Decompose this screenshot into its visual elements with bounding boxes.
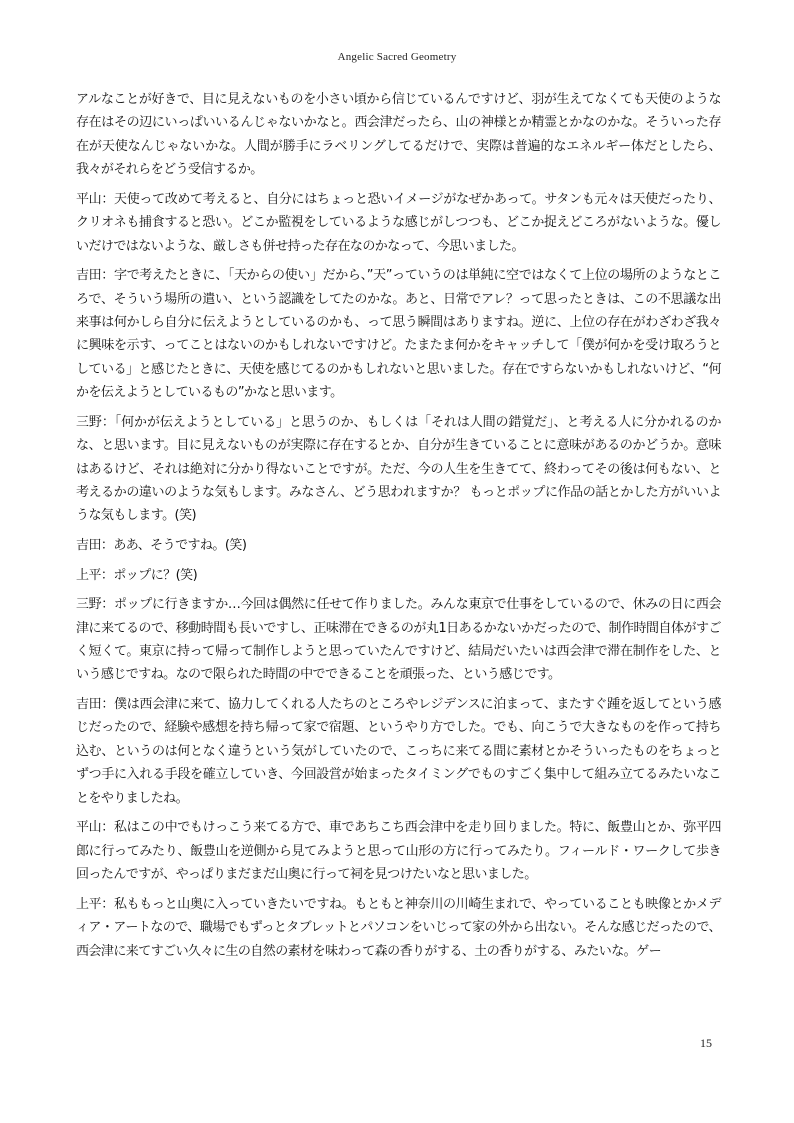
- paragraph: 平山：天使って改めて考えると、自分にはちょっと恐いイメージがなぜかあって。サタンも元々は天使だったり、クリオネも捕食すると恐い。どこか監視をしているような感じがしつつも、どこか捉えどころがないような。優しいだけではないような、厳しさも併せ持った存在なのかなって、今思いました。: [76, 191, 721, 254]
- paragraph: 吉田：字で考えたときに、「天からの使い」だから、”天”っていうのは単純に空ではなくて上位の場所のようなところで、そういう場所の遣い、という認識をしてたのかな。あと、日常でアレ？って思ったときは、この不思議な出来事は何かしら自分に伝えようとしているのかも、って思う瞬間はありますね。逆に、上位の存在がわざわざ我々に興味を示す、ってことはないのかもしれないですけど。たまたま何かをキャッチして「僕が何かを受け取ろうとしている」と感じたときに、天使を感じてるのかもしれないと思いました。存在ですらないかもしれないけど、“何かを伝えようとしているもの”かなと思います。: [76, 268, 721, 401]
- paragraph: 上平：私ももっと山奥に入っていきたいですね。もともと神奈川の川崎生まれで、やっていることも映像とかメディア・アートなので、職場でもずっとタブレットとパソコンをいじって家の外から出ない。そんな感じだったので、西会津に来てすごい久々に生の自然の素材を味わって森の香りがする、土の香りがする、みたいな。ゲー: [76, 896, 721, 959]
- paragraph: 吉田：ああ、そうですね。(笑): [76, 538, 247, 554]
- paragraph: 三野：ポップに行きますか…今回は偶然に任せて作りました。みんな東京で仕事をしているので、休みの日に西会津に来てるので、移動時間も長いですし、正味滞在できるのが丸1日あるかないかだったので、制作時間自体がすごく短くて。東京に持って帰って制作しようと思っていたんですけど、結局だいたいは西会津で滞在制作をした、という感じですね。なので限られた時間の中でできることを頑張った、という感じです。: [76, 597, 721, 683]
- paragraph: アルなことが好きで、目に見えないものを小さい頃から信じているんですけど、羽が生えてなくても天使のような存在はその辺にいっぱいいるんじゃないかなと。西会津だったら、山の神様とか精霊とかなのかな。そういった存在が天使なんじゃないかな。人間が勝手にラベリングしてるだけで、実際は普遍的なエネルギー体だとしたら、我々がそれらをどう受信するか。: [76, 92, 721, 178]
- paragraph: 平山：私はこの中でもけっこう来てる方で、車であちこち西会津中を走り回りました。特に、飯豊山とか、弥平四郎に行ってみたり、飯豊山を逆側から見てみようと思って山形の方に行ってみたり。フィールド・ワークして歩き回ったんですが、やっぱりまだまだ山奥に行って祠を見つけたいなと思いました。: [76, 820, 721, 883]
- paragraph: 三野：「何かが伝えようとしている」と思うのか、もしくは「それは人間の錯覚だ」、と考える人に分かれるのかな、と思います。目に見えないものが実際に存在するとか、自分が生きていることに意味があるのかどうか。意味はあるけど、それは絶対に分かり得ないことですが。ただ、今の人生を生きてて、終わってその後は何もない、と考えるかの違いのような気もします。みなさん、どう思われますか？ もっとポップに作品の話とかした方がいいような気もします。(笑): [76, 414, 721, 524]
- running-header: Angelic Sacred Geometry: [337, 51, 457, 63]
- page-number: 15: [700, 1036, 712, 1050]
- body-text: [76, 88, 721, 969]
- paragraph: 吉田：僕は西会津に来て、協力してくれる人たちのところやレジデンスに泊まって、またすぐ踵を返してという感じだったので、経験や感想を持ち帰って家で宿題、というやり方でした。でも、向こうで大きなものを作って持ち込む、というのは何となく違うという気がしていたので、こっちに来てる間に素材とかそういったものをちょっとずつ手に入れる手段を確立していき、今回設営が始まったタイミングでものすごく集中して組み立てるみたいなことをやりましたね。: [76, 697, 721, 806]
- paragraph: 上平：ポップに？(笑): [76, 567, 198, 583]
